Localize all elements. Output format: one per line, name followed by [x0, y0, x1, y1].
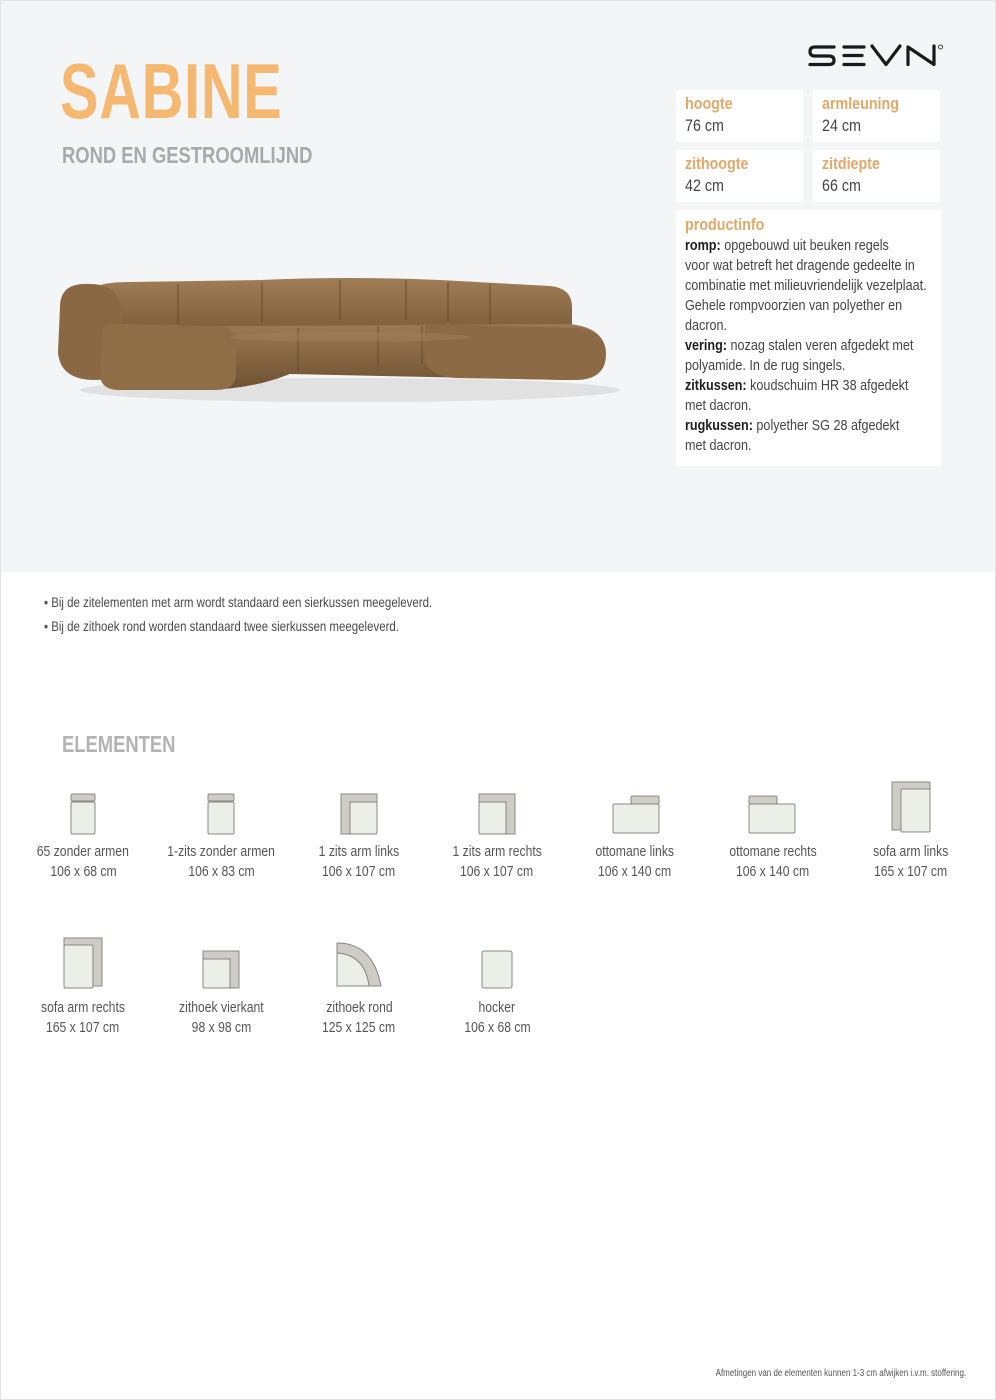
element-size: 98 x 98 cm	[191, 1020, 251, 1036]
spec-value: 76 cm	[685, 116, 724, 135]
sofa-image	[50, 262, 620, 412]
element-name: 1-zits zonder armen	[167, 844, 275, 860]
element-name: ottomane rechts	[729, 844, 817, 860]
line: polyether SG 28 afgedekt	[752, 417, 900, 434]
element-name: hocker	[478, 1000, 516, 1016]
sofa-arm-right-icon	[53, 932, 113, 992]
element-name: 1 zits arm links	[318, 844, 400, 860]
element-size: 125 x 125 cm	[322, 1020, 396, 1036]
productinfo-romp	[685, 236, 929, 336]
note-item: • Bij de zitelementen met arm wordt standaard een sierkussen meegeleverd.	[44, 594, 433, 610]
spec-value: 42 cm	[685, 176, 724, 195]
line: met dacron.	[685, 397, 752, 414]
corner-square-icon	[191, 936, 251, 996]
seat-no-arms-icon	[53, 780, 113, 840]
hocker-icon	[467, 936, 527, 996]
ottoman-right-icon	[743, 780, 803, 840]
spec-armleuning	[813, 90, 940, 142]
spec-label: hoogte	[685, 94, 733, 113]
element-size: 165 x 107 cm	[46, 1020, 120, 1036]
element-1-zits-zonder-armen	[152, 780, 290, 882]
element-zithoek-vierkant	[152, 936, 290, 1038]
term: zitkussen:	[685, 377, 747, 394]
elements-heading: ELEMENTEN	[62, 731, 176, 757]
line: dacron.	[685, 317, 728, 334]
element-sofa-arm-rechts	[14, 932, 152, 1038]
seat-arm-right-icon	[467, 780, 527, 840]
spec-value: 24 cm	[822, 116, 861, 135]
element-name: ottomane links	[595, 844, 675, 860]
element-hocker	[428, 936, 566, 1038]
ottoman-left-icon	[605, 780, 665, 840]
element-zithoek-rond	[290, 936, 428, 1038]
productinfo-rugkussen	[685, 416, 929, 456]
element-size: 106 x 140 cm	[598, 864, 672, 880]
line: combinatie met milieuvriendelijk vezelplaat.	[685, 277, 927, 294]
spec-label: zithoogte	[685, 154, 749, 173]
line: nozag stalen veren afgedekt met	[727, 337, 914, 354]
element-65-zonder-armen	[14, 780, 152, 882]
element-sofa-arm-links	[842, 776, 980, 882]
line: polyamide. In de rug singels.	[685, 357, 846, 374]
element-name: 65 zonder armen	[36, 844, 130, 860]
term: vering:	[685, 337, 728, 354]
product-subtitle: ROND EN GESTROOMLIJND	[62, 142, 313, 168]
note-item: • Bij de zithoek rond worden standaard twee sierkussen meegeleverd.	[44, 618, 399, 634]
seat-arm-left-icon	[329, 780, 389, 840]
line: met dacron.	[685, 437, 752, 454]
element-size: 106 x 68 cm	[463, 1020, 531, 1036]
corner-round-icon	[329, 936, 389, 996]
productinfo-title: productinfo	[685, 215, 765, 234]
spec-zitdiepte	[813, 150, 940, 202]
spec-hoogte	[676, 90, 803, 142]
element-name: zithoek rond	[325, 1000, 393, 1016]
element-size: 165 x 107 cm	[874, 864, 948, 880]
productinfo-vering	[685, 336, 929, 376]
line: koudschuim HR 38 afgedekt	[746, 377, 909, 394]
element-size: 106 x 140 cm	[736, 864, 810, 880]
line: Gehele rompvoorzien van polyether en	[685, 297, 903, 314]
sofa-arm-left-icon	[881, 776, 941, 836]
product-title: SABINE	[60, 47, 283, 135]
line: voor wat betreft het dragende gedeelte in	[685, 257, 915, 274]
element-ottomane-rechts	[704, 780, 842, 882]
element-size: 106 x 107 cm	[322, 864, 396, 880]
footnote: Afmetingen van de elementen kunnen 1-3 cm afwijken i.v.m. stoffering.	[715, 1368, 966, 1379]
element-1-zits-arm-links	[290, 780, 428, 882]
line: opgebouwd uit beuken regels	[720, 237, 889, 254]
element-name: 1 zits arm rechts	[452, 844, 542, 860]
spec-zithoogte	[676, 150, 803, 202]
element-size: 106 x 107 cm	[460, 864, 534, 880]
element-name: sofa arm rechts	[41, 1000, 125, 1016]
term: rugkussen:	[685, 417, 753, 434]
productinfo-zitkussen	[685, 376, 929, 416]
element-size: 106 x 83 cm	[187, 864, 255, 880]
spec-label: armleuning	[822, 94, 899, 113]
sevn-logo	[806, 40, 946, 68]
element-1-zits-arm-rechts	[428, 780, 566, 882]
element-name: sofa arm links	[873, 844, 949, 860]
notes	[44, 590, 517, 638]
element-name: zithoek vierkant	[178, 1000, 264, 1016]
seat-no-arms-icon	[191, 780, 251, 840]
spec-label: zitdiepte	[822, 154, 880, 173]
productinfo-box	[676, 210, 941, 466]
term: romp:	[685, 237, 721, 254]
element-size: 106 x 68 cm	[49, 864, 117, 880]
element-ottomane-links	[566, 780, 704, 882]
spec-value: 66 cm	[822, 176, 861, 195]
